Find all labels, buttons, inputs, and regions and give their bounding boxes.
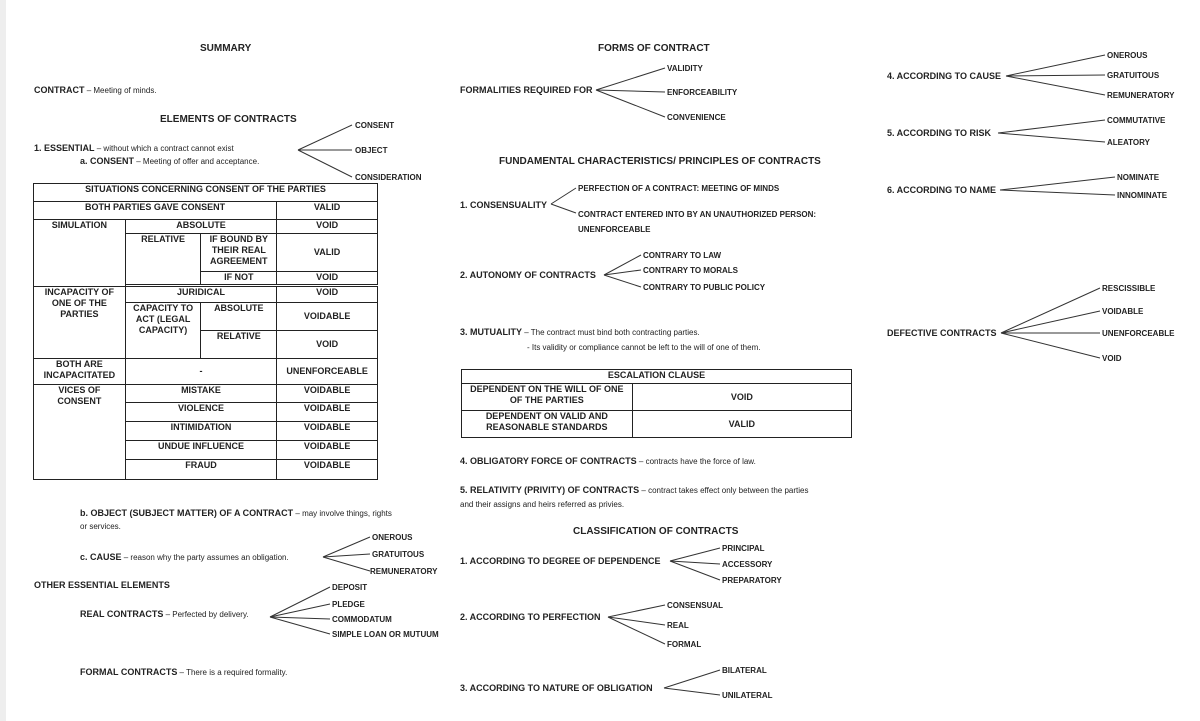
summary-title: SUMMARY bbox=[200, 43, 252, 54]
table-cell: SIMULATION bbox=[34, 220, 126, 287]
perfection-label: 2. ACCORDING TO PERFECTION bbox=[460, 612, 601, 622]
table-cell: VOID bbox=[632, 384, 851, 411]
other-elements-title: OTHER ESSENTIAL ELEMENTS bbox=[34, 580, 170, 590]
consensuality-branch: PERFECTION OF A CONTRACT: MEETING OF MINDS bbox=[578, 184, 780, 193]
autonomy-branch: CONTRARY TO LAW bbox=[643, 251, 722, 260]
nature-branch: UNILATERAL bbox=[722, 691, 773, 700]
table-cell: CAPACITY TO ACT (LEGAL CAPACITY) bbox=[125, 303, 201, 359]
essential-definition: 1. ESSENTIAL – without which a contract cannot exist bbox=[34, 143, 234, 153]
table-cell: JURIDICAL bbox=[125, 287, 276, 303]
autonomy-branch: CONTRARY TO MORALS bbox=[643, 266, 738, 275]
formalities-branch: ENFORCEABILITY bbox=[667, 88, 738, 97]
table-cell: RELATIVE bbox=[201, 331, 277, 359]
table-cell: VOIDABLE bbox=[277, 441, 378, 460]
table-cell: INTIMIDATION bbox=[125, 422, 276, 441]
mutuality-definition-cont: - Its validity or compliance cannot be left to the will of one of them. bbox=[527, 343, 761, 352]
autonomy-label: 2. AUTONOMY OF CONTRACTS bbox=[460, 270, 596, 280]
classification-title: CLASSIFICATION OF CONTRACTS bbox=[573, 526, 739, 537]
formalities-label: FORMALITIES REQUIRED FOR bbox=[460, 85, 593, 95]
real-branch: COMMODATUM bbox=[332, 615, 392, 624]
fundamental-title: FUNDAMENTAL CHARACTERISTICS/ PRINCIPLES OF CONTRACTS bbox=[499, 156, 821, 167]
table-cell: INCAPACITY OF ONE OF THE PARTIES bbox=[34, 287, 126, 359]
branch-object: OBJECT bbox=[355, 146, 388, 155]
table-cell: BOTH PARTIES GAVE CONSENT bbox=[34, 202, 277, 220]
consensuality-branch: UNENFORCEABLE bbox=[578, 225, 651, 234]
dependence-branch: ACCESSORY bbox=[722, 560, 773, 569]
defective-branch: VOID bbox=[1102, 354, 1122, 363]
defective-branch: VOIDABLE bbox=[1102, 307, 1144, 316]
table-cell: BOTH ARE INCAPACITATED bbox=[34, 359, 126, 385]
cause-class-branch: REMUNERATORY bbox=[1107, 91, 1175, 100]
table-cell: VOIDABLE bbox=[277, 303, 378, 331]
according-to-cause-label: 4. ACCORDING TO CAUSE bbox=[887, 71, 1002, 81]
contract-definition: CONTRACT – Meeting of minds. bbox=[34, 85, 157, 95]
table-cell: MISTAKE bbox=[125, 385, 276, 403]
nature-label: 3. ACCORDING TO NATURE OF OBLIGATION bbox=[460, 683, 653, 693]
table-cell: VALID bbox=[277, 202, 378, 220]
autonomy-branch: CONTRARY TO PUBLIC POLICY bbox=[643, 283, 766, 292]
consensuality-branch: CONTRACT ENTERED INTO BY AN UNAUTHORIZED PERSON: bbox=[578, 210, 817, 219]
table-cell: VOID bbox=[277, 331, 378, 359]
table-cell: VALID bbox=[632, 411, 851, 438]
cause-branch: ONEROUS bbox=[372, 533, 413, 542]
defective-branch: RESCISSIBLE bbox=[1102, 284, 1156, 293]
table-cell: FRAUD bbox=[125, 460, 276, 480]
risk-branch: ALEATORY bbox=[1107, 138, 1150, 147]
relativity-definition-cont: and their assigns and heirs referred as privies. bbox=[460, 500, 625, 509]
table-cell: IF BOUND BY THEIR REAL AGREEMENT bbox=[201, 234, 277, 272]
escalation-title: ESCALATION CLAUSE bbox=[462, 370, 852, 384]
branch-consideration: CONSIDERATION bbox=[355, 173, 422, 182]
table-title: SITUATIONS CONCERNING CONSENT OF THE PARTIES bbox=[34, 184, 378, 202]
cause-branch: REMUNERATORY bbox=[370, 567, 438, 576]
table-cell: VOIDABLE bbox=[277, 385, 378, 403]
table-cell: UNDUE INFLUENCE bbox=[125, 441, 276, 460]
table-cell: - bbox=[125, 359, 276, 385]
relativity-definition: 5. RELATIVITY (PRIVITY) OF CONTRACTS – contract takes effect only between the parties bbox=[460, 485, 809, 495]
real-branch: PLEDGE bbox=[332, 600, 365, 609]
defective-contracts-label: DEFECTIVE CONTRACTS bbox=[887, 328, 997, 338]
object-definition: b. OBJECT (SUBJECT MATTER) OF A CONTRACT – may involve things, rights bbox=[80, 508, 392, 518]
table-cell: IF NOT bbox=[201, 272, 277, 285]
object-definition-cont: or services. bbox=[80, 522, 121, 531]
table-cell: ABSOLUTE bbox=[201, 303, 277, 331]
mutuality-definition: 3. MUTUALITY – The contract must bind both contracting parties. bbox=[460, 327, 700, 337]
elements-title: ELEMENTS OF CONTRACTS bbox=[160, 114, 297, 125]
real-contracts-definition: REAL CONTRACTS – Perfected by delivery. bbox=[80, 609, 249, 619]
nature-branch: BILATERAL bbox=[722, 666, 767, 675]
dependence-branch: PREPARATORY bbox=[722, 576, 782, 585]
table-cell: DEPENDENT ON THE WILL OF ONE OF THE PARTIES bbox=[462, 384, 633, 411]
consensuality-label: 1. CONSENSUALITY bbox=[460, 200, 548, 210]
table-cell: ABSOLUTE bbox=[125, 220, 276, 234]
risk-branch: COMMUTATIVE bbox=[1107, 116, 1166, 125]
table-cell: VIOLENCE bbox=[125, 403, 276, 422]
table-cell: VALID bbox=[277, 234, 378, 272]
table-cell: RELATIVE bbox=[125, 234, 201, 285]
table-cell: VOID bbox=[277, 220, 378, 234]
page-edge bbox=[0, 0, 6, 721]
cause-class-branch: GRATUITOUS bbox=[1107, 71, 1160, 80]
name-branch: INNOMINATE bbox=[1117, 191, 1168, 200]
real-branch: SIMPLE LOAN OR MUTUUM bbox=[332, 630, 439, 639]
name-branch: NOMINATE bbox=[1117, 173, 1160, 182]
formal-contracts-definition: FORMAL CONTRACTS – There is a required formality. bbox=[80, 667, 288, 677]
branch-consent: CONSENT bbox=[355, 121, 395, 130]
table-cell: VOID bbox=[277, 287, 378, 303]
cause-class-branch: ONEROUS bbox=[1107, 51, 1148, 60]
table-cell: VOIDABLE bbox=[277, 460, 378, 480]
table-cell: VOIDABLE bbox=[277, 422, 378, 441]
obligatory-definition: 4. OBLIGATORY FORCE OF CONTRACTS – contracts have the force of law. bbox=[460, 456, 756, 466]
real-branch: DEPOSIT bbox=[332, 583, 368, 592]
forms-title: FORMS OF CONTRACT bbox=[598, 43, 710, 54]
consent-situations-table bbox=[33, 183, 378, 480]
formalities-branch: CONVENIENCE bbox=[667, 113, 726, 122]
table-cell: DEPENDENT ON VALID AND REASONABLE STANDARDS bbox=[462, 411, 633, 438]
table-cell: VOID bbox=[277, 272, 378, 285]
table-cell: VICES OF CONSENT bbox=[34, 385, 126, 480]
perfection-branch: REAL bbox=[667, 621, 689, 630]
table-cell: VOIDABLE bbox=[277, 403, 378, 422]
perfection-branch: CONSENSUAL bbox=[667, 601, 724, 610]
dependence-label: 1. ACCORDING TO DEGREE OF DEPENDENCE bbox=[460, 556, 661, 566]
formalities-branch: VALIDITY bbox=[667, 64, 703, 73]
perfection-branch: FORMAL bbox=[667, 640, 702, 649]
according-to-risk-label: 5. ACCORDING TO RISK bbox=[887, 128, 992, 138]
according-to-name-label: 6. ACCORDING TO NAME bbox=[887, 185, 997, 195]
dependence-branch: PRINCIPAL bbox=[722, 544, 765, 553]
cause-definition: c. CAUSE – reason why the party assumes an obligation. bbox=[80, 552, 289, 562]
defective-branch: UNENFORCEABLE bbox=[1102, 329, 1175, 338]
table-cell: UNENFORCEABLE bbox=[277, 359, 378, 385]
consent-definition: a. CONSENT – Meeting of offer and acceptance. bbox=[80, 156, 260, 166]
cause-branch: GRATUITOUS bbox=[372, 550, 425, 559]
escalation-clause-table bbox=[461, 369, 852, 438]
